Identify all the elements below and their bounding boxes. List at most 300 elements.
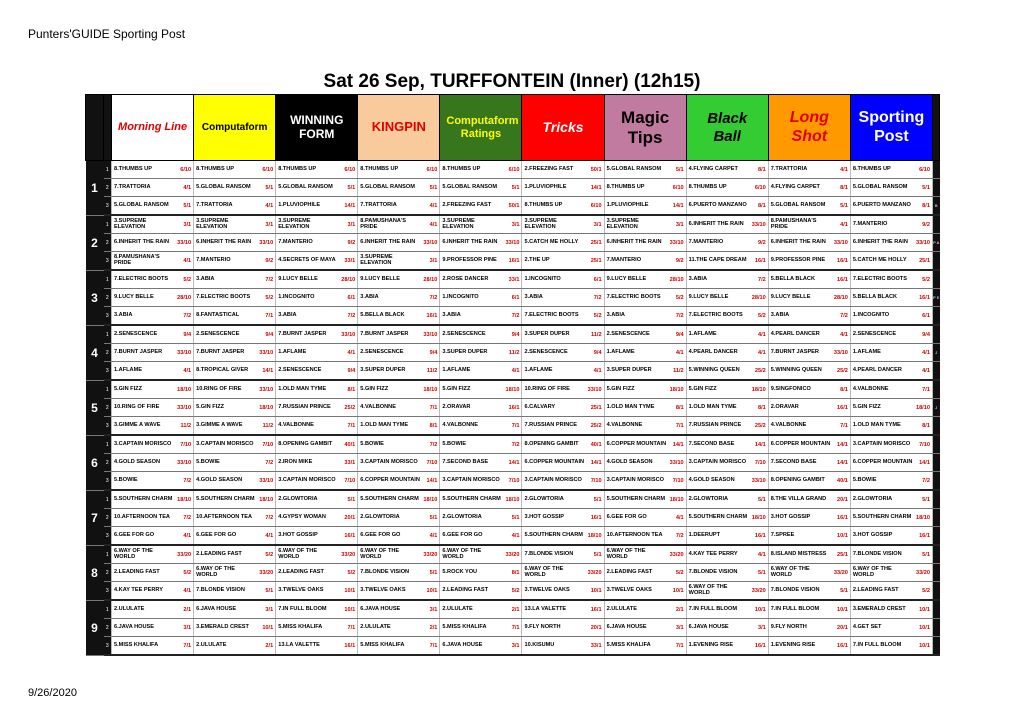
horse-name: 5.GLOBAL RANSOM — [360, 183, 415, 190]
horse-name: 3.CAPTAIN MORISCO — [852, 440, 911, 447]
odds: 3/1 — [511, 642, 520, 649]
pick-cell — [522, 179, 604, 197]
position-number: 3 — [104, 197, 112, 216]
pick-cell — [276, 454, 358, 472]
pick-cell — [358, 619, 440, 637]
pick-cell — [194, 527, 276, 546]
odds: 3/1 — [757, 624, 766, 631]
odds: 4/1 — [675, 349, 684, 356]
race-number: 8 — [86, 545, 104, 600]
pick-cell — [686, 252, 768, 271]
horse-name: 4.KAY TEE PERRY — [688, 550, 738, 557]
position-number: 1 — [104, 325, 112, 344]
odds: 18/10 — [751, 514, 766, 521]
pick-cell — [686, 564, 768, 582]
pick-cell — [358, 637, 440, 656]
odds: 20/1 — [836, 496, 848, 503]
odds: 3/1 — [265, 221, 274, 228]
pick-cell — [768, 270, 850, 289]
pick-cell — [604, 619, 686, 637]
race-number: 4 — [86, 325, 104, 380]
print-date: 9/26/2020 — [28, 687, 77, 699]
header-corner — [86, 95, 104, 161]
odds: 33/20 — [587, 569, 602, 576]
pick-cell — [522, 380, 604, 399]
horse-name: 2.THE UP — [524, 256, 550, 263]
pick-cell — [768, 545, 850, 564]
pick-cell — [194, 619, 276, 637]
pick-cell — [850, 161, 932, 179]
horse-name: 5.SOUTHERN CHARM — [360, 495, 419, 502]
horse-name: 9.LUCY BELLE — [688, 293, 729, 300]
table-row — [86, 399, 940, 417]
horse-name: 8.THUMBS UP — [606, 183, 645, 190]
horse-name: 1.DEERUPT — [688, 531, 721, 538]
odds: 16/1 — [754, 532, 766, 539]
race-number: 3 — [86, 270, 104, 325]
odds: 28/10 — [669, 276, 684, 283]
pick-cell — [768, 472, 850, 491]
horse-name: 2.GLOWTORIA — [360, 513, 400, 520]
horse-name: 5.SOUTHERN CHARM — [606, 495, 666, 502]
pick-cell — [604, 215, 686, 234]
odds: 18/10 — [259, 496, 274, 503]
pick-cell — [194, 344, 276, 362]
horse-name: 4.PEARL DANCER — [770, 330, 820, 337]
horse-name: 6.WAY OF THE WORLD — [606, 547, 646, 560]
odds: 4/1 — [593, 367, 602, 374]
horse-name: 3.CAPTAIN MORISCO — [196, 440, 254, 447]
horse-name: 3.CAPTAIN MORISCO — [524, 476, 582, 483]
horse-name: 3.ABIA — [196, 275, 215, 282]
pick-cell — [112, 289, 194, 307]
pick-cell — [768, 380, 850, 399]
horse-name: 5.SOUTHERN CHARM — [196, 495, 255, 502]
horse-name: 6.PUERTO MANZANO — [688, 201, 747, 208]
race-number: 2 — [86, 215, 104, 270]
horse-name: 8.TROPICAL GIVER — [196, 366, 249, 373]
horse-name: 5.GIN FIZZ — [360, 385, 389, 392]
odds: 4/1 — [757, 331, 766, 338]
horse-name: 6.WAY OF THE WORLD — [196, 565, 235, 578]
pick-cell — [850, 399, 932, 417]
odds: 14/1 — [508, 459, 520, 466]
pick-cell — [276, 435, 358, 454]
horse-name: 6.COPPER MOUNTAIN — [852, 458, 913, 465]
odds: 2/1 — [183, 606, 192, 613]
pick-cell — [850, 270, 932, 289]
pick-cell — [276, 215, 358, 234]
horse-name: 3.ABIA — [606, 311, 625, 318]
pick-cell — [522, 454, 604, 472]
horse-name: 4.VALBONNE — [360, 403, 396, 410]
horse-name: 3.HOT GOSSIP — [278, 531, 318, 538]
pick-cell — [440, 545, 522, 564]
position-number: 3 — [104, 582, 112, 601]
odds: 7/2 — [593, 294, 602, 301]
odds: 9/4 — [265, 331, 274, 338]
pick-cell — [112, 600, 194, 619]
odds: 6/1 — [347, 294, 356, 301]
horse-name: 7.BURNT JASPER — [196, 348, 245, 355]
horse-name: 5.SOUTHERN CHARM — [688, 513, 748, 520]
horse-name: 3.ABIA — [114, 311, 133, 318]
pick-cell — [194, 399, 276, 417]
odds: 7/2 — [429, 294, 438, 301]
side-marker: J — [932, 399, 939, 417]
horse-name: 7.BURNT JASPER — [360, 330, 409, 337]
odds: 7/1 — [347, 422, 356, 429]
odds: 16/1 — [836, 642, 848, 649]
odds: 9/2 — [347, 239, 356, 246]
odds: 14/1 — [919, 459, 930, 466]
odds: 33/10 — [259, 386, 274, 393]
pick-cell — [686, 600, 768, 619]
pick-cell — [358, 490, 440, 509]
odds: 33/10 — [751, 477, 766, 484]
pick-cell — [358, 325, 440, 344]
horse-name: 1.AFLAME — [278, 348, 307, 355]
horse-name: 4.FLYING CARPET — [770, 183, 820, 190]
horse-name: 13.LA VALETTE — [278, 641, 320, 648]
horse-name: 2.SENESCENCE — [852, 330, 897, 337]
horse-name: 2.FREEZING FAST — [442, 201, 492, 208]
pick-cell — [522, 545, 604, 564]
pick-cell — [768, 289, 850, 307]
odds: 7/1 — [347, 624, 356, 631]
horse-name: 4.VALBONNE — [852, 385, 889, 392]
odds: 7/10 — [754, 459, 766, 466]
odds: 5/1 — [265, 184, 274, 191]
horse-name: 6.INHERIT THE RAIN — [114, 238, 170, 245]
odds: 8/1 — [511, 569, 520, 576]
pick-cell — [768, 435, 850, 454]
pick-cell — [768, 252, 850, 271]
horse-name: 5.SOUTHERN CHARM — [442, 495, 501, 502]
pick-cell — [358, 179, 440, 197]
odds: 4/1 — [183, 184, 192, 191]
pick-cell — [276, 307, 358, 326]
odds: 3/1 — [347, 221, 356, 228]
odds: 4/1 — [429, 532, 438, 539]
odds: 3/1 — [675, 624, 684, 631]
side-marker — [932, 252, 939, 271]
odds: 33/20 — [915, 569, 930, 576]
horse-name: 3.EMERALD CREST — [196, 623, 249, 630]
pick-cell — [276, 362, 358, 381]
odds: 10/1 — [754, 606, 766, 613]
horse-name: 3.ABIA — [524, 293, 543, 300]
pick-cell — [522, 234, 604, 252]
pick-cell — [604, 490, 686, 509]
position-number: 1 — [104, 380, 112, 399]
table-row — [86, 545, 940, 564]
horse-name: 13.LA VALETTE — [524, 605, 567, 612]
pick-cell — [112, 564, 194, 582]
pick-cell — [686, 215, 768, 234]
odds: 4/1 — [429, 202, 438, 209]
table-row — [86, 490, 940, 509]
horse-name: 3.TWELVE OAKS — [524, 586, 570, 593]
pick-cell — [358, 362, 440, 381]
pick-cell — [686, 509, 768, 527]
odds: 6/10 — [180, 166, 192, 173]
odds: 33/20 — [177, 551, 192, 558]
position-number: 1 — [104, 215, 112, 234]
column-header: Computaform — [194, 95, 276, 161]
odds: 16/1 — [508, 404, 520, 411]
odds: 11/2 — [426, 367, 438, 374]
horse-name: 2.ULULATE — [196, 641, 227, 648]
odds: 33/10 — [177, 349, 192, 356]
pick-cell — [358, 380, 440, 399]
pick-cell — [358, 564, 440, 582]
horse-name: 8.THUMBS UP — [278, 165, 317, 172]
odds: 7/2 — [183, 514, 192, 521]
odds: 4/1 — [183, 367, 192, 374]
horse-name: 3.CAPTAIN MORISCO — [278, 476, 336, 483]
odds: 14/1 — [672, 202, 684, 209]
odds: 20/1 — [590, 624, 602, 631]
pick-cell — [276, 582, 358, 601]
odds: 6/1 — [511, 294, 520, 301]
odds: 5/1 — [757, 496, 766, 503]
pick-cell — [850, 545, 932, 564]
odds: 16/1 — [590, 606, 602, 613]
horse-name: 10.AFTERNOON TEA — [114, 513, 170, 520]
position-number: 1 — [104, 435, 112, 454]
pick-cell — [440, 362, 522, 381]
odds: 9/2 — [922, 221, 930, 228]
odds: 9/4 — [675, 331, 684, 338]
odds: 10/1 — [919, 606, 930, 613]
odds: 5/1 — [922, 496, 930, 503]
position-number: 2 — [104, 289, 112, 307]
position-number: 2 — [104, 344, 112, 362]
odds: 33/10 — [669, 239, 684, 246]
odds: 18/10 — [751, 386, 766, 393]
horse-name: 6.INHERIT THE RAIN — [442, 238, 498, 245]
horse-name: 3.HOT GOSSIP — [770, 513, 811, 520]
horse-name: 3.SUPREME ELEVATION — [196, 217, 229, 230]
horse-name: 3.SUPREME ELEVATION — [442, 217, 475, 230]
odds: 16/1 — [919, 532, 930, 539]
horse-name: 4.GOLD SEASON — [196, 476, 243, 483]
pick-cell — [276, 179, 358, 197]
horse-name: 8.THUMBS UP — [196, 165, 235, 172]
horse-name: 6.WAY OF THE WORLD — [278, 547, 318, 560]
horse-name: 1.AFLAME — [442, 366, 471, 373]
pick-cell — [850, 215, 932, 234]
horse-name: 7.BURNT JASPER — [278, 330, 327, 337]
horse-name: 7.BLONDE VISION — [196, 586, 245, 593]
horse-name: 3.CAPTAIN MORISCO — [442, 476, 500, 483]
pick-cell — [194, 307, 276, 326]
pick-cell — [276, 637, 358, 656]
odds: 7/1 — [840, 422, 848, 429]
pick-cell — [604, 289, 686, 307]
odds: 4/1 — [347, 349, 356, 356]
column-header: Morning Line — [112, 95, 194, 161]
tips-table — [85, 94, 940, 656]
odds: 7/10 — [508, 477, 520, 484]
side-marker — [932, 307, 939, 326]
horse-name: 1.AFLAME — [524, 366, 553, 373]
side-marker — [932, 527, 939, 546]
pick-cell — [604, 545, 686, 564]
odds: 5/2 — [511, 587, 520, 594]
pick-cell — [440, 270, 522, 289]
horse-name: 7.SECOND BASE — [442, 458, 489, 465]
pick-cell — [358, 545, 440, 564]
odds: 14/1 — [836, 441, 848, 448]
pick-cell — [522, 490, 604, 509]
horse-name: 7.MANTERIO — [852, 220, 888, 227]
odds: 7/1 — [675, 422, 684, 429]
odds: 25/2 — [344, 404, 356, 411]
pick-cell — [112, 380, 194, 399]
pick-cell — [850, 582, 932, 601]
pick-cell — [440, 399, 522, 417]
horse-name: 6.INHERIT THE RAIN — [606, 238, 662, 245]
horse-name: 5.GIN FIZZ — [606, 385, 635, 392]
pick-cell — [112, 234, 194, 252]
horse-name: 3.GIMME A WAVE — [196, 421, 243, 428]
pick-cell — [686, 289, 768, 307]
pick-cell — [686, 454, 768, 472]
race-number: 5 — [86, 380, 104, 435]
horse-name: 7.BLONDE VISION — [524, 550, 574, 557]
pick-cell — [112, 197, 194, 216]
pick-cell — [768, 417, 850, 436]
odds: 33/10 — [505, 239, 520, 246]
odds: 14/1 — [590, 459, 602, 466]
horse-name: 1.INCOGNITO — [524, 275, 561, 282]
odds: 5/2 — [922, 276, 930, 283]
horse-name: 5.GLOBAL RANSOM — [770, 201, 826, 208]
pick-cell — [194, 637, 276, 656]
pick-cell — [112, 417, 194, 436]
side-marker — [932, 325, 939, 344]
position-number: 3 — [104, 252, 112, 271]
horse-name: 5.BOWIE — [442, 440, 467, 447]
side-marker: B — [932, 197, 939, 216]
side-marker — [932, 270, 939, 289]
horse-name: 5.GLOBAL RANSOM — [114, 201, 169, 208]
horse-name: 1.INCOGNITO — [442, 293, 479, 300]
table-row — [86, 215, 940, 234]
pick-cell — [522, 600, 604, 619]
odds: 5/2 — [347, 569, 356, 576]
odds: 16/1 — [836, 514, 848, 521]
pick-cell — [604, 179, 686, 197]
odds: 5/1 — [922, 551, 930, 558]
pick-cell — [112, 619, 194, 637]
odds: 6/1 — [593, 276, 602, 283]
horse-name: 9.SINGFONICO — [770, 385, 811, 392]
pick-cell — [522, 289, 604, 307]
pick-cell — [440, 435, 522, 454]
odds: 2/1 — [511, 606, 520, 613]
table-row — [86, 619, 940, 637]
odds: 33/10 — [259, 477, 274, 484]
horse-name: 5.GIN FIZZ — [442, 385, 471, 392]
pick-cell — [604, 197, 686, 216]
horse-name: 8.PAMUSHANA'S PRIDE — [360, 217, 406, 230]
odds: 7/1 — [675, 642, 684, 649]
odds: 14/1 — [344, 202, 356, 209]
odds: 9/4 — [183, 331, 192, 338]
horse-name: 1.AFLAME — [114, 366, 142, 373]
odds: 16/1 — [919, 294, 930, 301]
publication-name: Punters'GUIDE Sporting Post — [28, 27, 186, 41]
position-number: 1 — [104, 270, 112, 289]
odds: 4/1 — [429, 221, 438, 228]
horse-name: 3.CAPTAIN MORISCO — [360, 458, 418, 465]
pick-cell — [440, 252, 522, 271]
pick-cell — [440, 490, 522, 509]
pick-cell — [358, 234, 440, 252]
odds: 4/1 — [840, 221, 848, 228]
odds: 20/1 — [836, 624, 848, 631]
pick-cell — [440, 325, 522, 344]
horse-name: 5.BELLA BLACK — [852, 293, 898, 300]
odds: 14/1 — [426, 477, 438, 484]
odds: 8/1 — [922, 422, 930, 429]
odds: 9/4 — [429, 349, 438, 356]
horse-name: 3.CAPTAIN MORISCO — [688, 458, 747, 465]
odds: 33/10 — [177, 239, 192, 246]
odds: 4/1 — [757, 349, 766, 356]
column-header: Computaform Ratings — [440, 95, 522, 161]
pick-cell — [604, 564, 686, 582]
table-row — [86, 179, 940, 197]
horse-name: 6.COPPER MOUNTAIN — [360, 476, 420, 483]
odds: 33/20 — [505, 551, 520, 558]
horse-name: 2.GLOWTORIA — [852, 495, 893, 502]
odds: 5/2 — [757, 312, 766, 319]
table-row — [86, 600, 940, 619]
odds: 6/10 — [590, 202, 602, 209]
odds: 5/1 — [593, 551, 602, 558]
odds: 40/1 — [836, 477, 848, 484]
column-header: KINGPIN — [358, 95, 440, 161]
odds: 16/1 — [344, 642, 356, 649]
horse-name: 3.CAPTAIN MORISCO — [606, 476, 664, 483]
horse-name: 1.AFLAME — [852, 348, 881, 355]
side-marker — [932, 600, 939, 619]
odds: 9/4 — [347, 367, 356, 374]
pick-cell — [194, 252, 276, 271]
odds: 6/10 — [754, 184, 766, 191]
odds: 7/10 — [590, 477, 602, 484]
odds: 16/1 — [344, 532, 356, 539]
side-marker — [932, 582, 939, 601]
pick-cell — [276, 545, 358, 564]
odds: 5/2 — [922, 587, 930, 594]
odds: 18/10 — [587, 532, 602, 539]
odds: 16/1 — [836, 404, 848, 411]
pick-cell — [768, 619, 850, 637]
horse-name: 7.MANTERIO — [606, 256, 642, 263]
odds: 18/10 — [177, 386, 192, 393]
horse-name: 2.SENESCENCE — [524, 348, 568, 355]
pick-cell — [850, 454, 932, 472]
horse-name: 1.OLD MAN TYME — [278, 385, 327, 392]
pick-cell — [440, 582, 522, 601]
pick-cell — [194, 582, 276, 601]
odds: 6/10 — [672, 184, 684, 191]
